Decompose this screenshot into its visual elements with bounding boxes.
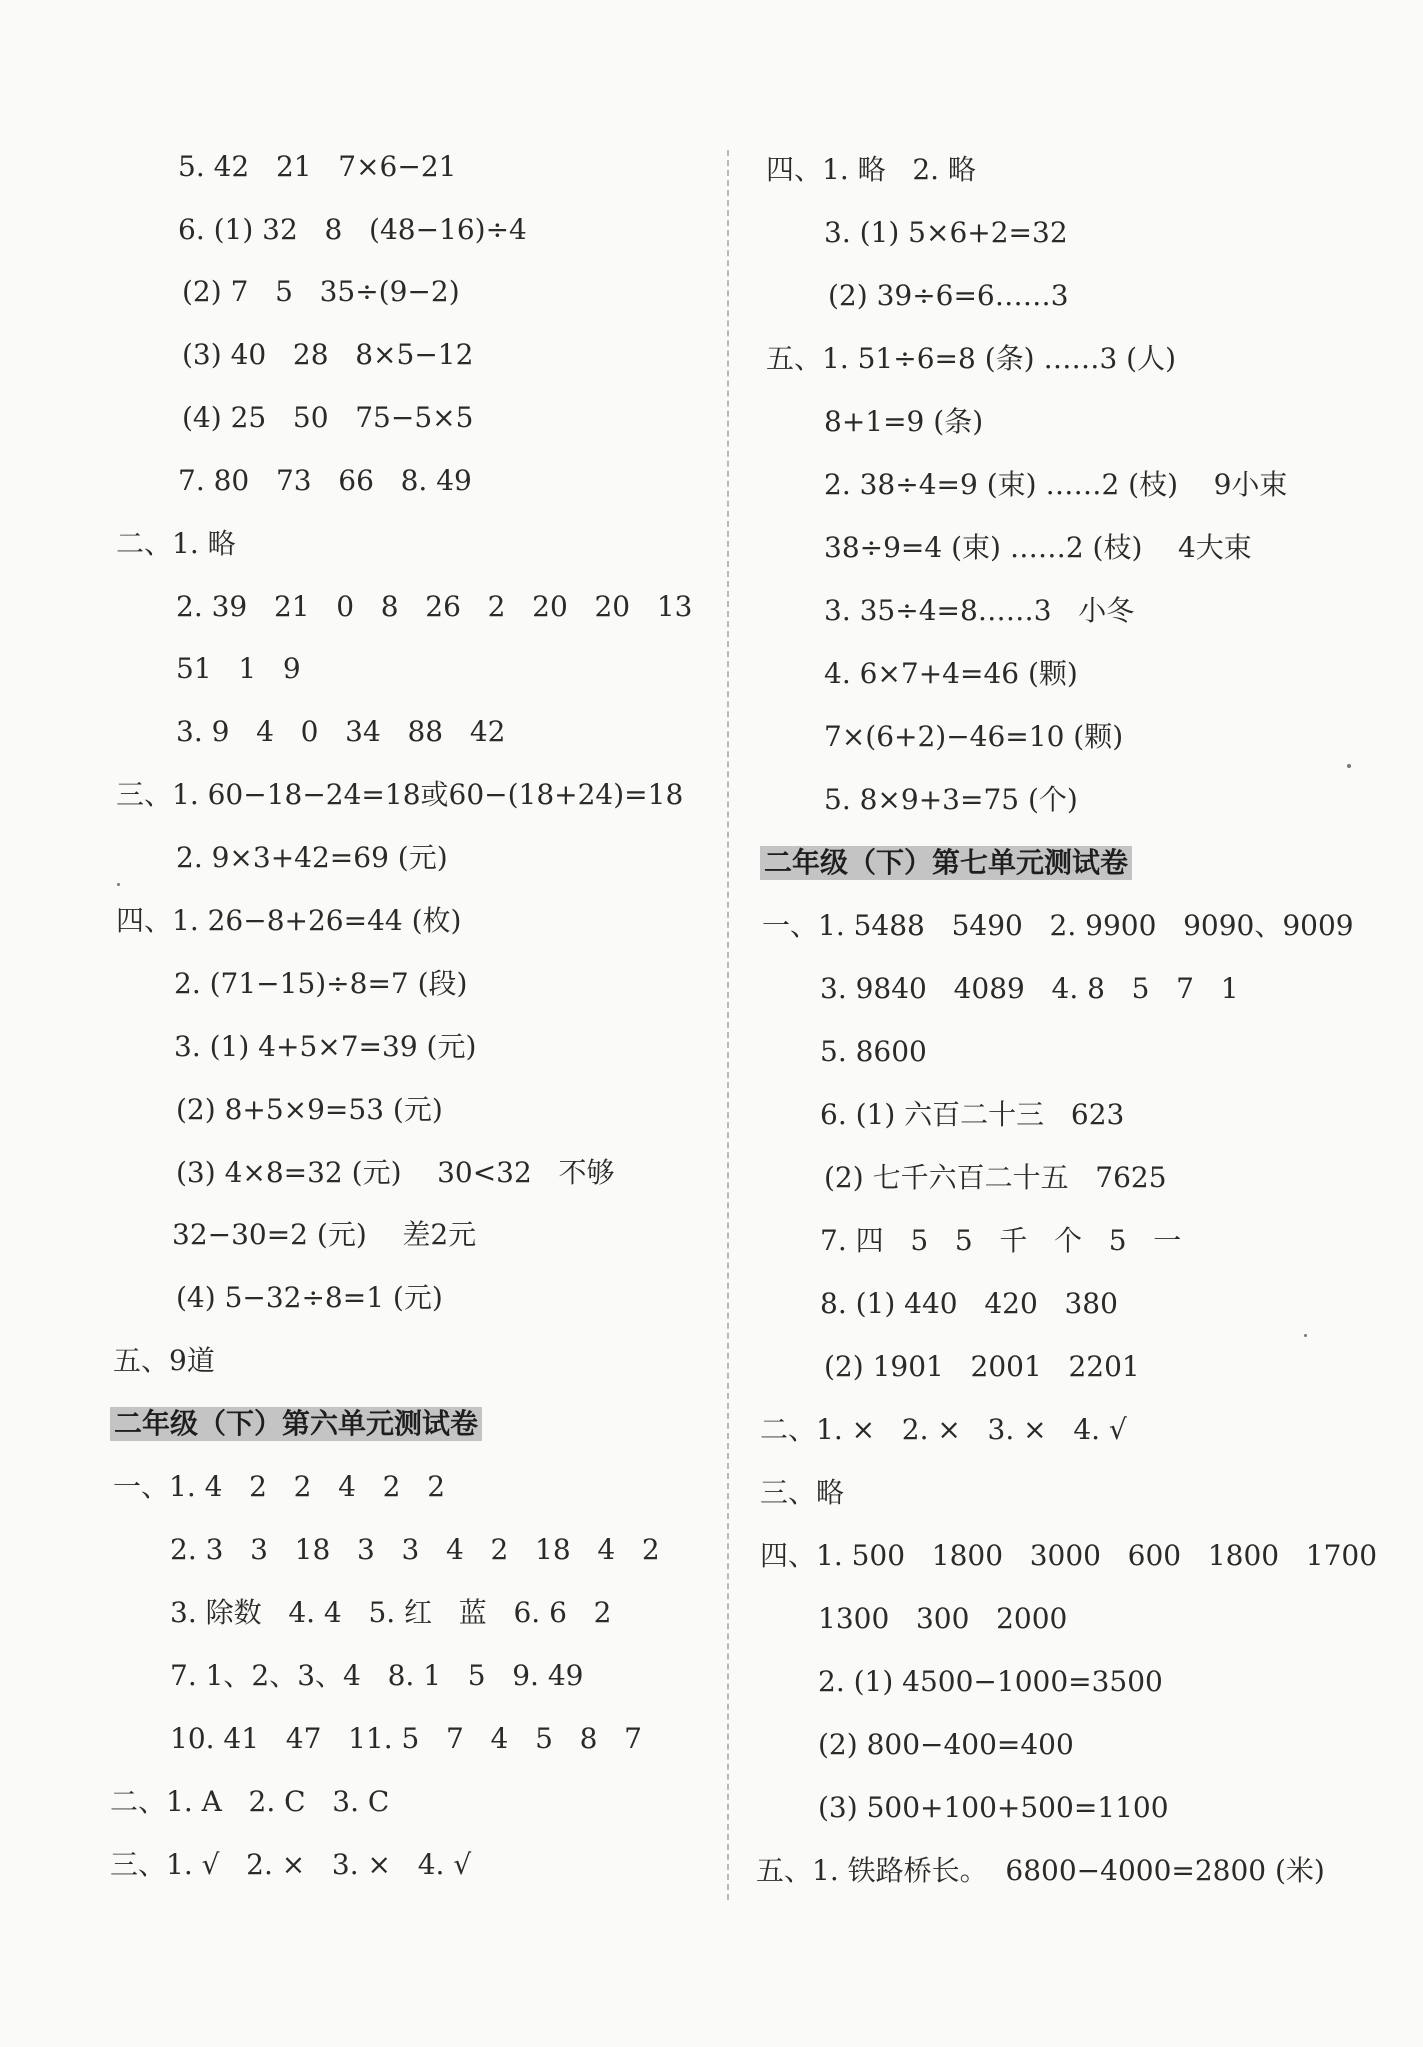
answer-line: 二、1. 略	[116, 527, 236, 560]
answer-line: 10. 41 47 11. 5 7 4 5 8 7	[170, 1722, 642, 1755]
answer-line: 3. 除数 4. 4 5. 红 蓝 6. 6 2	[170, 1596, 612, 1629]
answer-line: 二、1. A 2. C 3. C	[110, 1785, 390, 1818]
answer-line: 2. (71−15)÷8=7 (段)	[174, 967, 468, 1000]
answer-line: 三、1. 60−18−24=18或60−(18+24)=18	[116, 778, 684, 811]
answer-line: 三、1. √ 2. × 3. × 4. √	[110, 1848, 472, 1881]
answer-line: 5. 8×9+3=75 (个)	[824, 783, 1078, 816]
answer-line: (3) 40 28 8×5−12	[182, 338, 474, 371]
answer-line: (2) 8+5×9=53 (元)	[176, 1093, 443, 1126]
answer-line: 6. (1) 32 8 (48−16)÷4	[178, 213, 527, 246]
answer-line: 五、1. 51÷6=8 (条) ……3 (人)	[766, 342, 1177, 375]
answer-line: (2) 1901 2001 2201	[824, 1350, 1140, 1383]
answer-line: 四、1. 500 1800 3000 600 1800 1700	[760, 1539, 1378, 1572]
scan-speck	[117, 883, 120, 886]
answer-line: (2) 39÷6=6……3	[828, 279, 1069, 312]
answer-line: 一、1. 5488 5490 2. 9900 9090、9009	[762, 909, 1354, 942]
answer-line: 4. 6×7+4=46 (颗)	[824, 657, 1078, 690]
answer-line: (3) 500+100+500=1100	[818, 1791, 1169, 1824]
answer-line: 7. 四 5 5 千 个 5 一	[820, 1224, 1182, 1257]
answer-line: (4) 25 50 75−5×5	[182, 401, 474, 434]
answer-line: 3. 9 4 0 34 88 42	[176, 715, 506, 748]
answer-line: (3) 4×8=32 (元) 30<32 不够	[176, 1156, 615, 1189]
scan-speck	[1304, 1334, 1307, 1337]
answer-line: 三、略	[760, 1476, 845, 1509]
section-header-unit-7: 二年级（下）第七单元测试卷	[760, 846, 1132, 880]
answer-line: (2) 7 5 35÷(9−2)	[182, 275, 460, 308]
answer-line: 3. (1) 4+5×7=39 (元)	[174, 1030, 477, 1063]
answer-line: 四、1. 26−8+26=44 (枚)	[116, 904, 462, 937]
answer-line: 8. (1) 440 420 380	[820, 1287, 1118, 1320]
answer-line: 7. 1、2、3、4 8. 1 5 9. 49	[170, 1659, 584, 1692]
answer-line: 38÷9=4 (束) ……2 (枝) 4大束	[824, 531, 1252, 564]
section-header-unit-6: 二年级（下）第六单元测试卷	[110, 1407, 482, 1441]
answer-line: 8+1=9 (条)	[824, 405, 984, 438]
answer-line: 一、1. 4 2 2 4 2 2	[113, 1470, 446, 1503]
answer-line: 7. 80 73 66 8. 49	[178, 464, 472, 497]
answer-line: 7×(6+2)−46=10 (颗)	[824, 720, 1124, 753]
answer-line: 2. 9×3+42=69 (元)	[176, 841, 448, 874]
answer-line: 6. (1) 六百二十三 623	[820, 1098, 1125, 1131]
answer-line: 二、1. × 2. × 3. × 4. √	[760, 1413, 1127, 1446]
answer-line: 32−30=2 (元) 差2元	[172, 1218, 477, 1251]
answer-line: 5. 8600	[820, 1035, 927, 1068]
answer-line: 五、1. 铁路桥长。 6800−4000=2800 (米)	[756, 1854, 1325, 1887]
answer-line: 2. 38÷4=9 (束) ……2 (枝) 9小束	[824, 468, 1288, 501]
answer-line: (2) 七千六百二十五 7625	[824, 1161, 1167, 1194]
answer-line: 四、1. 略 2. 略	[766, 153, 976, 186]
scan-speck	[1347, 764, 1351, 768]
answer-line: 2. 39 21 0 8 26 2 20 20 13	[176, 590, 693, 623]
answer-line: 51 1 9	[176, 652, 301, 685]
answer-line: 2. (1) 4500−1000=3500	[818, 1665, 1163, 1698]
answer-line: 5. 42 21 7×6−21	[178, 150, 457, 183]
answer-line: 五、9道	[113, 1344, 215, 1377]
answer-line: 1300 300 2000	[818, 1602, 1068, 1635]
answer-line: (4) 5−32÷8=1 (元)	[176, 1281, 443, 1314]
answer-line: 2. 3 3 18 3 3 4 2 18 4 2	[170, 1533, 660, 1566]
answer-line: (2) 800−400=400	[818, 1728, 1074, 1761]
column-divider	[727, 150, 729, 1900]
answer-line: 3. 9840 4089 4. 8 5 7 1	[820, 972, 1239, 1005]
answer-line: 3. 35÷4=8……3 小冬	[824, 594, 1135, 627]
answer-line: 3. (1) 5×6+2=32	[824, 216, 1068, 249]
